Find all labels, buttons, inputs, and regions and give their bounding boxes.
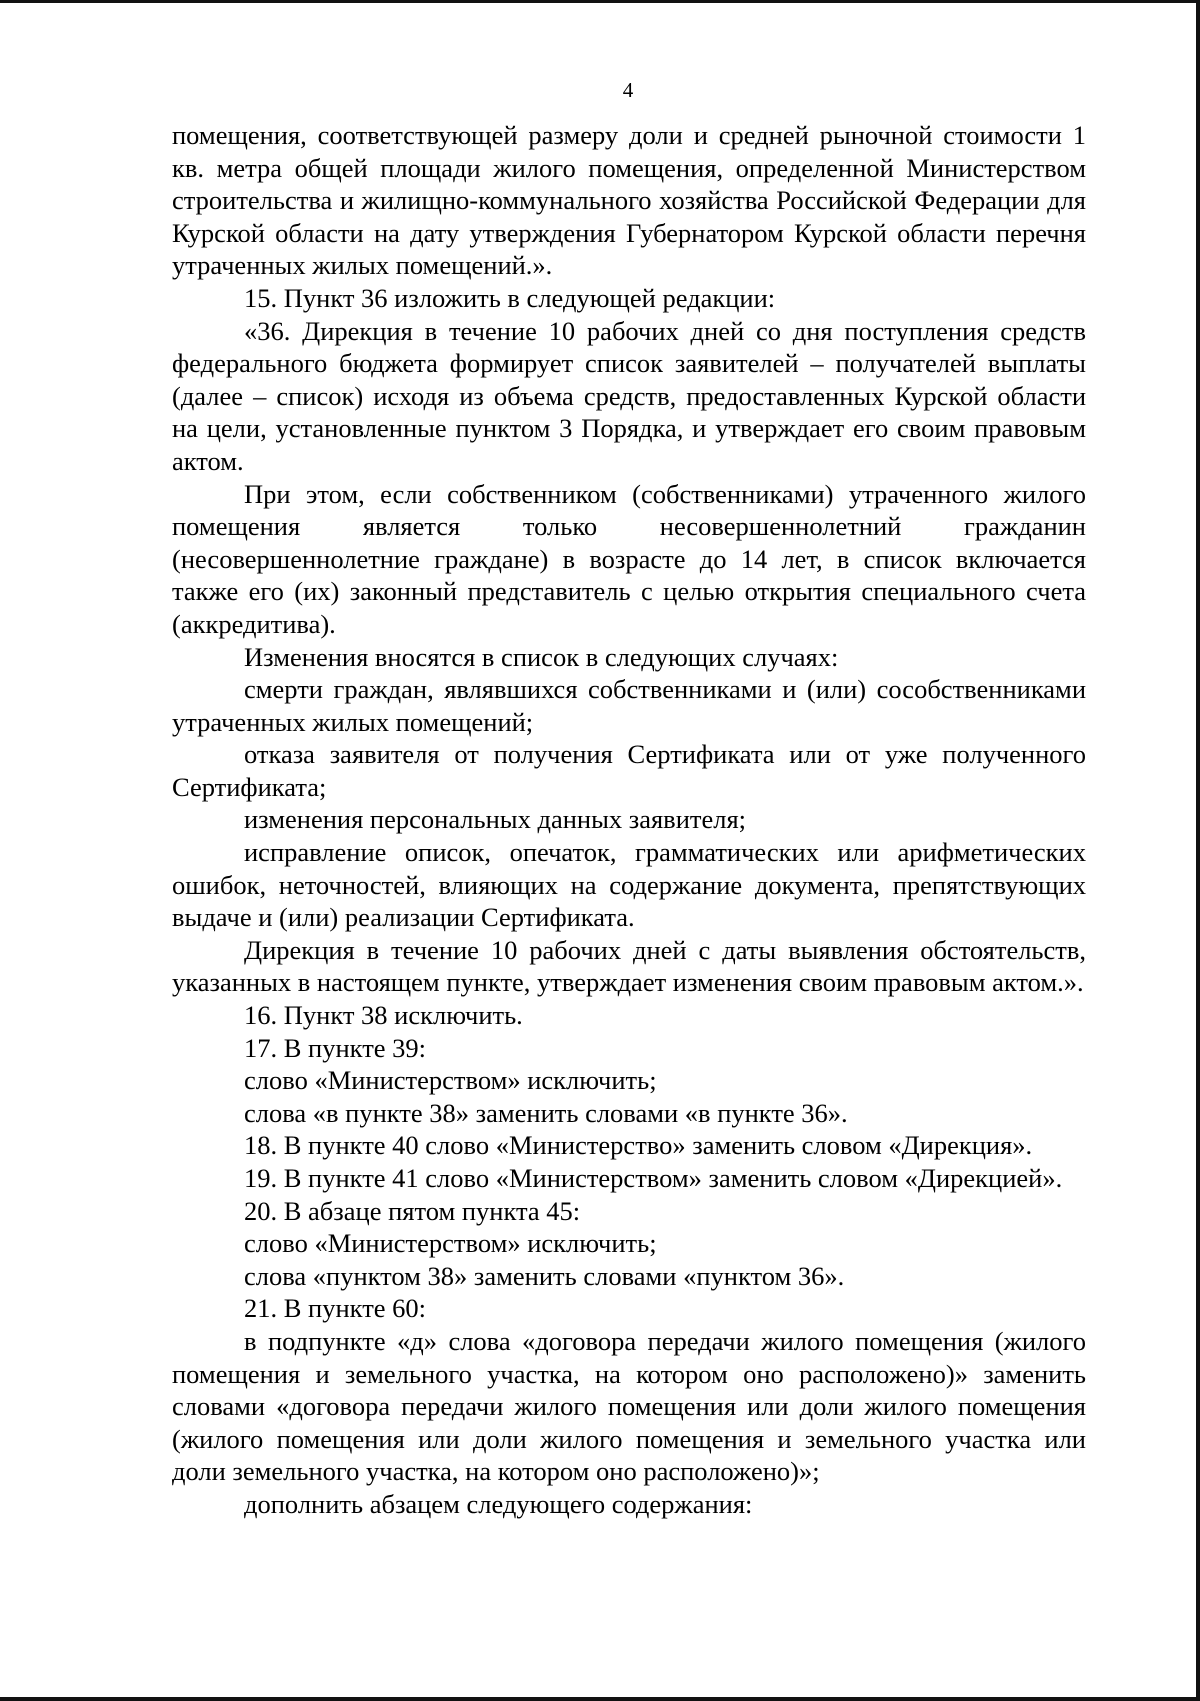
paragraph: 19. В пункте 41 слово «Министерством» заменить словом «Дирекцией». (244, 1163, 1063, 1193)
paragraph: отказа заявителя от получения Сертификата или от уже полученного Сертификата; (172, 739, 1086, 802)
paragraph: Изменения вносятся в список в следующих случаях: (244, 641, 839, 672)
paragraph: изменения персональных данных заявителя; (244, 804, 746, 835)
paragraph: 20. В абзаце пятом пункта 45: (244, 1195, 581, 1226)
paragraph: «36. Дирекция в течение 10 рабочих дней со дня поступления средств федерального бюджета формирует список заявителей – получателей выплаты (далее – список) исходя из объема средств, предоставленных Курской области на цели, установленные пунктом 3 Порядка, и утверждает его своим правовым актом. (172, 315, 1086, 476)
paragraph: дополнить абзацем следующего содержания: (244, 1488, 753, 1519)
paragraph: 18. В пункте 40 слово «Министерство» заменить словом «Дирекция». (244, 1130, 1033, 1161)
paragraph: слова «пунктом 38» заменить словами «пунктом 36». (244, 1260, 845, 1291)
paragraph: Дирекция в течение 10 рабочих дней с даты выявления обстоятельств, указанных в настоящем пункте, утверждает изменения своим правовым актом.». (172, 934, 1086, 998)
paragraph: 21. В пункте 60: (244, 1293, 427, 1324)
paragraph: 17. В пункте 39: (244, 1032, 427, 1063)
paragraph: слова «в пункте 38» заменить словами «в пункте 36». (244, 1097, 848, 1128)
paragraph: При этом, если собственником (собственниками) утраченного жилого помещения является только несовершеннолетний гражданин (несовершеннолетние граждане) в возрасте до 14 лет, в список включается также его (их) законный представитель с целью открытия специального счета (аккредитива). (172, 478, 1086, 639)
paragraph: помещения, соответствующей размеру доли и средней рыночной стоимости 1 кв. метра общей площади жилого помещения, определенной Министерством строительства и жилищно-коммунального хозяйства Российской Федерации для Курской области на дату утверждения Губернатором Курской области перечня утраченных жилых помещений.». (172, 120, 1086, 281)
document-body (172, 119, 1086, 1521)
paragraph: слово «Министерством» исключить; (244, 1228, 657, 1259)
paragraph: в подпункте «д» слова «договора передачи жилого помещения (жилого помещения и земельного участка, на котором оно расположено)» заменить словами «договора передачи жилого помещения или доли жилого помещения (жилого помещения или доли жилого помещения и земельного участка или доли земельного участка, на котором оно расположено)»; (172, 1325, 1086, 1487)
paragraph: смерти граждан, являвшихся собственниками и (или) сособственниками утраченных жилых помещений; (172, 674, 1086, 737)
paragraph: слово «Министерством» исключить; (244, 1065, 657, 1096)
paragraph: 16. Пункт 38 исключить. (244, 1000, 523, 1031)
page-number: 4 (622, 78, 634, 102)
paragraph: 15. Пункт 36 изложить в следующей редакции: (244, 282, 776, 313)
paragraph: исправление описок, опечаток, грамматических или арифметических ошибок, неточностей, влияющих на содержание документа, препятствующих выдаче и (или) реализации Сертификата. (172, 837, 1086, 933)
